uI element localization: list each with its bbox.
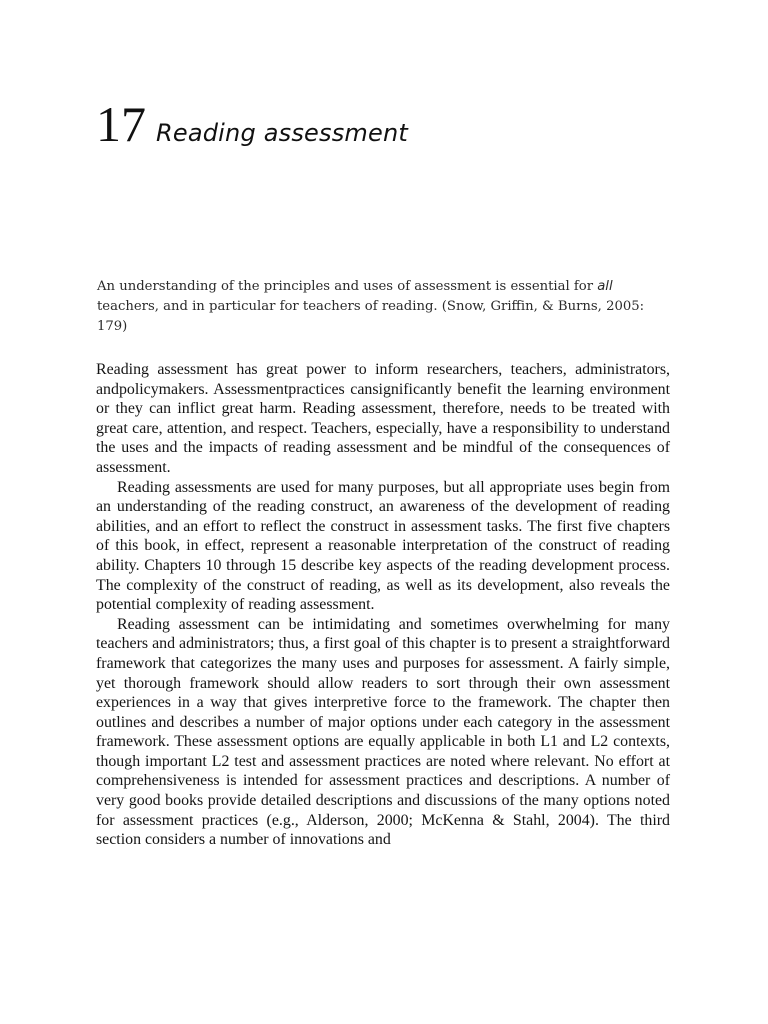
epigraph-quote — [97, 277, 652, 337]
epigraph-text-after: teachers, and in particular for teachers of reading. (Snow, Griffin, & Burns, 2005: 179) — [97, 299, 645, 334]
chapter-title: Reading assessment — [156, 119, 408, 147]
paragraph-1: Reading assessment has great power to inform researchers, teachers, administrators, andpolicymakers. Assessmentpractices cansignificantly benefit the learning environment or they can inflict great harm. Reading assessment, therefore, needs to be treated with great care, attention, and respect. Teachers, especially, have a responsibility to understand the uses and the impacts of reading assessment and be mindful of the consequences of assessment. — [96, 361, 670, 476]
chapter-heading — [96, 96, 408, 152]
paragraph-3: Reading assessment can be intimidating and sometimes overwhelming for many teachers and administrators; thus, a first goal of this chapter is to present a straightforward framework that categorizes the many uses and purposes for assessment. A fairly simple, yet thorough framework should allow readers to sort through their own assessment experiences in a way that gives interpretive force to the framework. The chapter then outlines and describes a number of major options under each category in the assessment framework. These assessment options are equally applicable in both L1 and L2 contexts, though important L2 test and assessment practices are noted where relevant. No effort at comprehensiveness is intended for assessment practices and descriptions. A number of very good books provide detailed descriptions and discussions of the many options noted for assessment practices (e.g., Alderson, 2000; McKenna & Stahl, 2004). The third section considers a number of innovations and — [96, 615, 670, 849]
chapter-number: 17 — [96, 96, 146, 152]
paragraph-2: Reading assessments are used for many purposes, but all appropriate uses begin from an understanding of the reading construct, an awareness of the development of reading abilities, and an effort to reflect the construct in assessment tasks. The first five chapters of this book, in effect, represent a reasonable interpretation of the construct of reading ability. Chapters 10 through 15 describe key aspects of the reading development process. The complexity of the construct of reading, as well as its development, also reveals the potential complexity of reading assessment. — [96, 478, 670, 614]
body-text — [96, 360, 670, 850]
epigraph-emphasis: all — [597, 279, 613, 294]
epigraph-text-before: An understanding of the principles and uses of assessment is essential for — [97, 279, 598, 294]
